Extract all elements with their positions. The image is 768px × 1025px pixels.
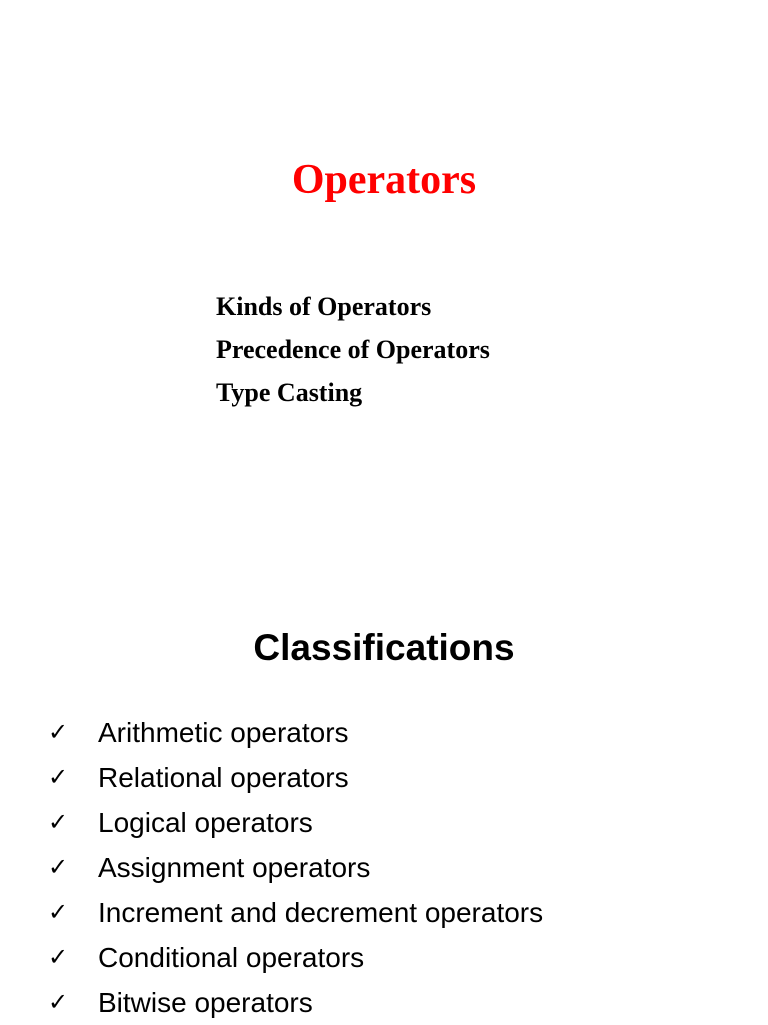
list-item (48, 890, 543, 935)
list-item-label: Relational operators (98, 762, 349, 793)
checkmark-icon: ✓ (48, 853, 69, 881)
list-item-label: Conditional operators (98, 942, 365, 973)
list-item (48, 845, 543, 890)
checkmark-icon: ✓ (48, 763, 69, 791)
section-heading: Classifications (253, 627, 515, 668)
list-item (48, 755, 543, 800)
topic-item: Precedence of Operators (216, 335, 490, 364)
list-item (48, 980, 543, 1025)
checkmark-icon: ✓ (48, 898, 69, 926)
classification-list (48, 710, 543, 1025)
list-item-label: Assignment operators (98, 852, 371, 883)
topic-list (216, 285, 490, 414)
checkmark-icon: ✓ (48, 943, 69, 971)
list-item-label: Arithmetic operators (98, 717, 349, 748)
list-item (48, 800, 543, 845)
list-item-label: Logical operators (98, 807, 313, 838)
checkmark-icon: ✓ (48, 718, 69, 746)
list-item (48, 935, 543, 980)
slide-title: Operators (291, 157, 477, 203)
list-item (48, 710, 543, 755)
topic-item: Type Casting (216, 378, 363, 407)
topic-item: Kinds of Operators (216, 292, 432, 321)
list-item-label: Bitwise operators (98, 987, 313, 1018)
list-item-label: Increment and decrement operators (98, 897, 544, 928)
checkmark-icon: ✓ (48, 808, 69, 836)
checkmark-icon: ✓ (48, 988, 69, 1016)
